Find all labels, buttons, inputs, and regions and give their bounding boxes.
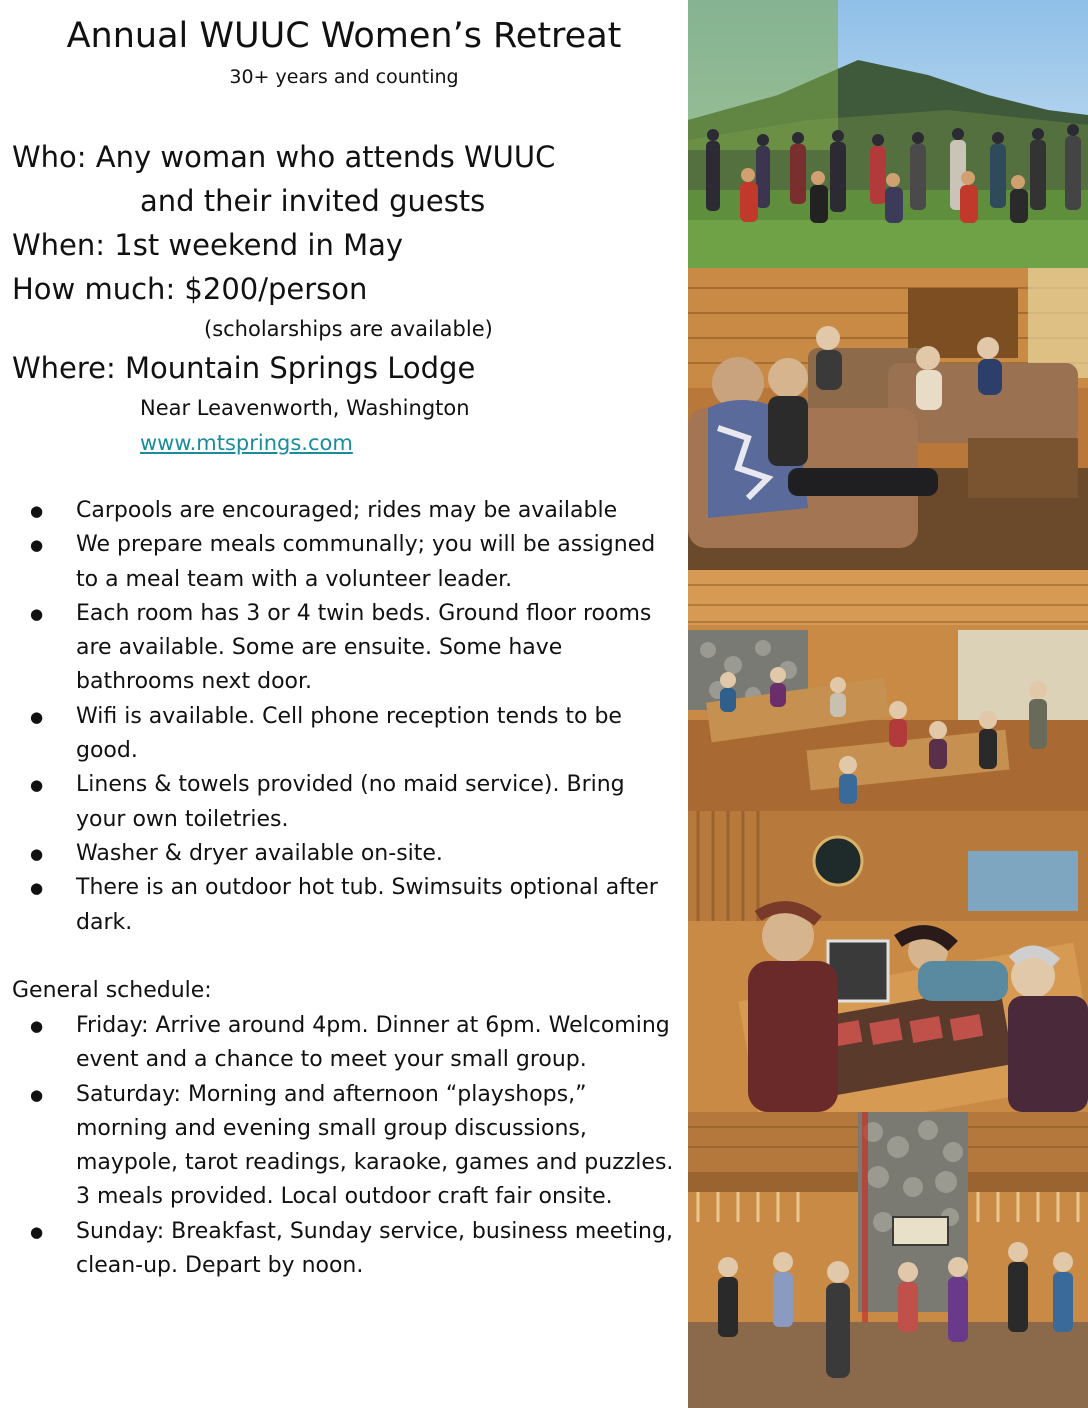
when-line: When: 1st weekend in May [12, 228, 404, 262]
website-link[interactable]: www.mtsprings.com [140, 431, 353, 455]
list-item: ● Linens & towels provided (no maid service). Bring your own toiletries. [0, 768, 688, 837]
great-room-photo [688, 1112, 1088, 1408]
list-item: ● There is an outdoor hot tub. Swimsuits optional after dark. [0, 871, 688, 940]
list-item: ● Sunday: Breakfast, Sunday service, business meeting, clean-up. Depart by noon. [0, 1215, 688, 1284]
list-item: ● Washer & dryer available on-site. [0, 837, 688, 871]
schedule-list [0, 1009, 688, 1283]
list-item: ● Wifi is available. Cell phone reception tends to be good. [0, 700, 688, 769]
list-item: ● Friday: Arrive around 4pm. Dinner at 6pm. Welcoming event and a chance to meet your small group. [0, 1009, 688, 1078]
dining-room-photo [688, 570, 1088, 811]
details-list [0, 494, 688, 940]
who-line-continued: and their invited guests [140, 184, 486, 218]
list-item: ● Each room has 3 or 4 twin beds. Ground floor rooms are available. Some are ensuite. Some have bathrooms next door. [0, 597, 688, 700]
location-line: Near Leavenworth, Washington [140, 396, 470, 420]
list-item: ● We prepare meals communally; you will be assigned to a meal team with a volunteer leader. [0, 528, 688, 597]
where-line: Where: Mountain Springs Lodge [12, 351, 476, 385]
list-item: ● Saturday: Morning and afternoon “playshops,” morning and evening small group discussions, maypole, tarot readings, karaoke, games and puzzles. 3 meals provided. Local outdoor craft fair onsite. [0, 1078, 688, 1215]
who-line: Who: Any woman who attends WUUC [12, 140, 556, 174]
group-outdoor-photo [688, 0, 1088, 268]
board-game-photo [688, 811, 1088, 1112]
page-subtitle: 30+ years and counting [229, 66, 459, 88]
schedule-heading: General schedule: [12, 978, 212, 1003]
scholarship-note: (scholarships are available) [204, 317, 493, 341]
lodge-lounge-photo [688, 268, 1088, 570]
photo-column [688, 0, 1088, 1408]
list-item: ● Carpools are encouraged; rides may be available [0, 494, 688, 528]
price-line: How much: $200/person [12, 272, 368, 306]
page-title: Annual WUUC Women’s Retreat [66, 16, 622, 56]
